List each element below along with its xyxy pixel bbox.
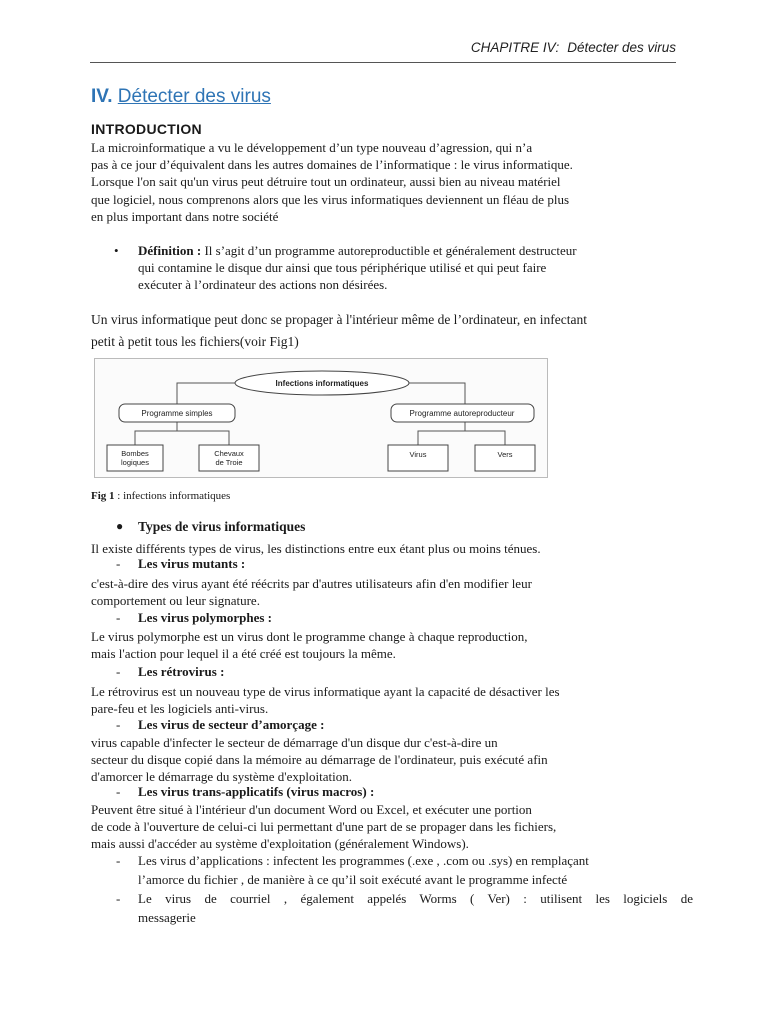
intro-line: en plus important dans notre société	[91, 208, 279, 224]
intro-line: que logiciel, nous comprenons alors que les virus informatiques deviennent un fléau de plus	[91, 191, 569, 207]
section-body-amorcage: virus capable d'infecter le secteur de démarrage d'un disque dur c'est-à-dire un secteur du disque copié dans la mémoire au démarrage de l'ordinateur, puis exécuté afin d'amorcer le démarrage du système d'exploitation.	[91, 735, 548, 785]
propagation-line: petit à petit tous les fichiers(voir Fig1)	[91, 334, 299, 349]
definition-line: Il s’agit d’un programme autoreproductible et généralement destructeur	[204, 243, 577, 258]
connector-left-leaf-2	[177, 431, 229, 445]
left-branch-label: Programme simples	[141, 409, 213, 418]
section-title-retrovirus: - Les rétrovirus :	[116, 664, 225, 679]
intro-line: La microinformatique a vu le développement d’un type nouveau d’agression, qui n’a	[91, 140, 533, 155]
propagation-paragraph	[91, 309, 691, 353]
connector-left-leaf-1	[135, 422, 177, 445]
section-title-polymorphes: - Les virus polymorphes :	[116, 610, 272, 625]
section-body-macros: Peuvent être situé à l'intérieur d'un document Word ou Excel, et exécuter une portion de code à l'ouverture de celui-ci lui permettant d'une part de se propager dans les fichiers, mais aussi d'accéder au système d'exploitation (généralement Windows).	[91, 802, 557, 852]
connector-right-leaf-2	[465, 431, 505, 445]
root-label: Infections informatiques	[275, 379, 369, 388]
intro-line: pas à ce jour d’équivalent dans les autres domaines de l’informatique : le virus informatique.	[91, 157, 573, 173]
bullet-icon: •	[114, 243, 119, 258]
header-chapter: CHAPITRE IV:	[470, 40, 560, 55]
section-title-mutants: - Les virus mutants :	[116, 556, 246, 571]
chapter-title	[91, 86, 271, 108]
bullet-icon: ●	[116, 519, 124, 533]
definition-line: qui contamine le disque dur ainsi que tous périphérique utilisé et qui peut faire	[138, 260, 547, 276]
infections-diagram	[94, 358, 548, 478]
section-title-macros: - Les virus trans-applicatifs (virus macros) :	[116, 784, 375, 799]
section-body-polymorphes: Le virus polymorphe est un virus dont le programme change à chaque reproduction, mais l'action pour lequel il a été créé est toujours la même.	[91, 629, 528, 662]
header-topic: Détecter des virus	[567, 40, 676, 55]
types-heading-label: Types de virus informatiques	[138, 519, 306, 534]
types-intro: Il existe différents types de virus, les distinctions entre eux étant plus ou moins ténues.	[91, 541, 541, 556]
running-header	[90, 40, 676, 63]
leaf-bombes-label: Bombes logiques	[121, 449, 149, 467]
leaf-chevaux-label: Chevaux de Troie	[214, 449, 244, 467]
definition-label: Définition :	[138, 243, 202, 258]
chapter-name: Détecter des virus	[117, 86, 271, 107]
leaf-virus-label: Virus	[409, 450, 427, 459]
figure-label: Fig 1	[91, 490, 115, 502]
figure-caption	[91, 490, 230, 502]
propagation-line: Un virus informatique peut donc se propager à l'intérieur même de l’ordinateur, en infectant	[91, 312, 587, 327]
intro-heading: INTRODUCTION	[91, 121, 202, 137]
connector-right	[407, 383, 465, 404]
intro-line: Lorsque l'on sait qu'un virus peut détruire tout un ordinateur, aussi bien au niveau matériel	[91, 174, 561, 190]
definition-line: exécuter à l’ordinateur des actions non désirées.	[138, 277, 388, 293]
connector-left	[177, 383, 237, 404]
leaf-vers-label: Vers	[497, 450, 513, 459]
connector-right-leaf-1	[418, 422, 465, 445]
section-body-retrovirus: Le rétrovirus est un nouveau type de virus informatique ayant la capacité de désactiver les pare-feu et les logiciels anti-virus.	[91, 684, 560, 717]
intro-paragraph	[91, 139, 691, 225]
right-branch-label: Programme autoreproducteur	[409, 409, 515, 418]
diagram-svg	[95, 359, 547, 477]
figure-text: : infections informatiques	[114, 490, 231, 502]
section-title-amorcage: - Les virus de secteur d’amorçage :	[116, 717, 325, 732]
section-body-mutants: c'est-à-dire des virus ayant été réécrits par d'autres utilisateurs afin d'en modifier leur comportement ou leur signature.	[91, 576, 532, 609]
chapter-number: IV.	[91, 86, 113, 107]
